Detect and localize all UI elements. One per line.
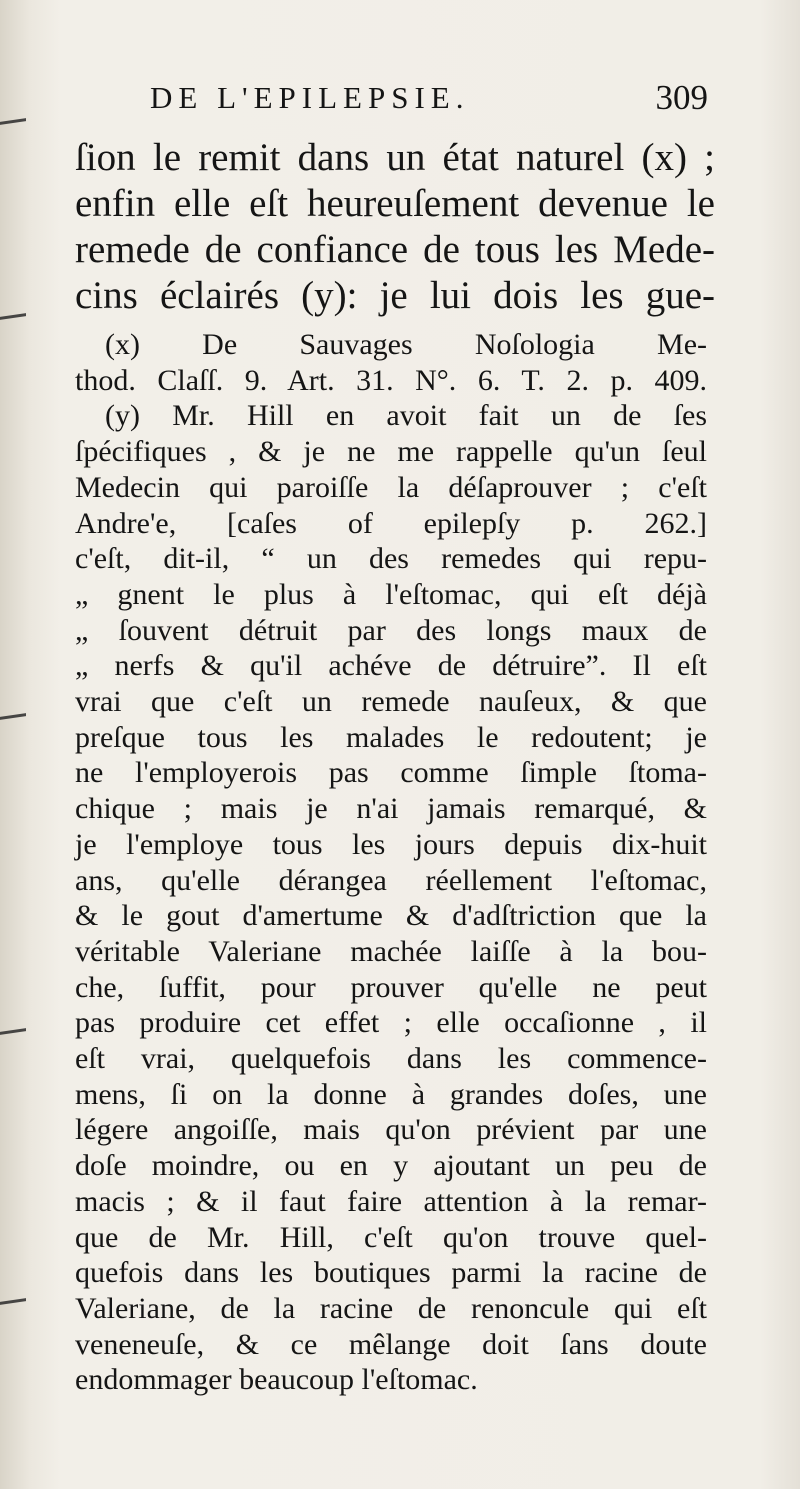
footnote-line: Andre'e, [caſes of epilepſy p. 262.] — [75, 506, 707, 540]
footnote-line: „ ſouvent détruit par des longs maux de — [75, 613, 707, 647]
footnote-line: pas produire cet effet ; elle occaſionne , il — [75, 1006, 707, 1040]
footnote-line: quefois dans les boutiques parmi la racine de — [75, 1256, 707, 1290]
footnote-line: „ gnent le plus à l'eſtomac, qui eſt déjà — [75, 577, 707, 611]
main-text-line: enfin elle eſt heureuſement devenue le — [75, 182, 715, 225]
footnote-line: che, ſuffit, pour prouver qu'elle ne peut — [75, 970, 707, 1004]
binding-mark — [0, 313, 26, 320]
footnotes — [75, 327, 707, 1398]
footnote-line: veneneuſe, & ce mêlange doit ſans doute — [75, 1327, 707, 1361]
footnote-line: „ nerfs & qu'il achéve de détruire”. Il eſt — [75, 649, 707, 683]
footnote-line: que de Mr. Hill, c'eſt qu'on trouve quel- — [75, 1220, 707, 1254]
footnote-line: mens, ſi on la donne à grandes doſes, une — [75, 1077, 707, 1111]
footnote-line: chique ; mais je n'ai jamais remarqué, & — [75, 792, 707, 826]
running-title: DE L'EPILEPSIE. — [150, 80, 470, 115]
footnote-line: ans, qu'elle dérangea réellement l'eſtomac, — [75, 863, 707, 897]
footnote-line: macis ; & il faut faire attention à la remar- — [75, 1184, 707, 1218]
binding-mark — [0, 118, 26, 125]
footnote-line: doſe moindre, ou en y ajoutant un peu de — [75, 1149, 707, 1183]
binding-mark — [0, 713, 26, 720]
main-text-line: ſion le remit dans un état naturel (x) ; — [75, 136, 715, 179]
footnote-line: véritable Valeriane machée laiſſe à la bou- — [75, 934, 707, 968]
footnote-line: Valeriane, de la racine de renoncule qui eſt — [75, 1291, 707, 1325]
main-text-line: cins éclairés (y): je lui dois les gue- — [75, 274, 715, 317]
footnote-line: légere angoiſſe, mais qu'on prévient par une — [75, 1113, 707, 1147]
page-header — [150, 80, 720, 124]
footnote-line: vrai que c'eſt un remede nauſeux, & que — [75, 685, 707, 719]
page-number: 309 — [655, 78, 708, 117]
footnote-line: ne l'employerois pas comme ſimple ſtoma- — [75, 756, 707, 790]
footnote-line: eſt vrai, quelquefois dans les commence- — [75, 1042, 707, 1076]
footnote-line: c'eſt, dit-il, “ un des remedes qui repu- — [75, 542, 707, 576]
footnote-line: endommager beaucoup l'eſtomac. — [75, 1363, 478, 1397]
footnote-line: preſque tous les malades le redoutent; je — [75, 720, 707, 754]
binding-mark — [0, 1028, 26, 1035]
footnote-line: thod. Claſſ. 9. Art. 31. N°. 6. T. 2. p. 409. — [75, 363, 707, 397]
footnote-line: Medecin qui paroiſſe la déſaprouver ; c'eſt — [75, 470, 707, 504]
main-text-line: remede de confiance de tous les Mede- — [75, 228, 715, 271]
footnote-line: ſpécifiques , & je ne me rappelle qu'un ſeul — [75, 435, 707, 469]
main-text — [75, 135, 715, 319]
footnote-line: (x) De Sauvages Noſologia Me- — [105, 328, 707, 361]
footnote-line: (y) Mr. Hill en avoit fait un de ſes — [105, 399, 707, 433]
footnote-line: & le gout d'amertume & d'adſtriction que la — [75, 899, 707, 933]
footnote-line: je l'employe tous les jours depuis dix-huit — [75, 827, 707, 861]
binding-mark — [0, 1298, 26, 1305]
